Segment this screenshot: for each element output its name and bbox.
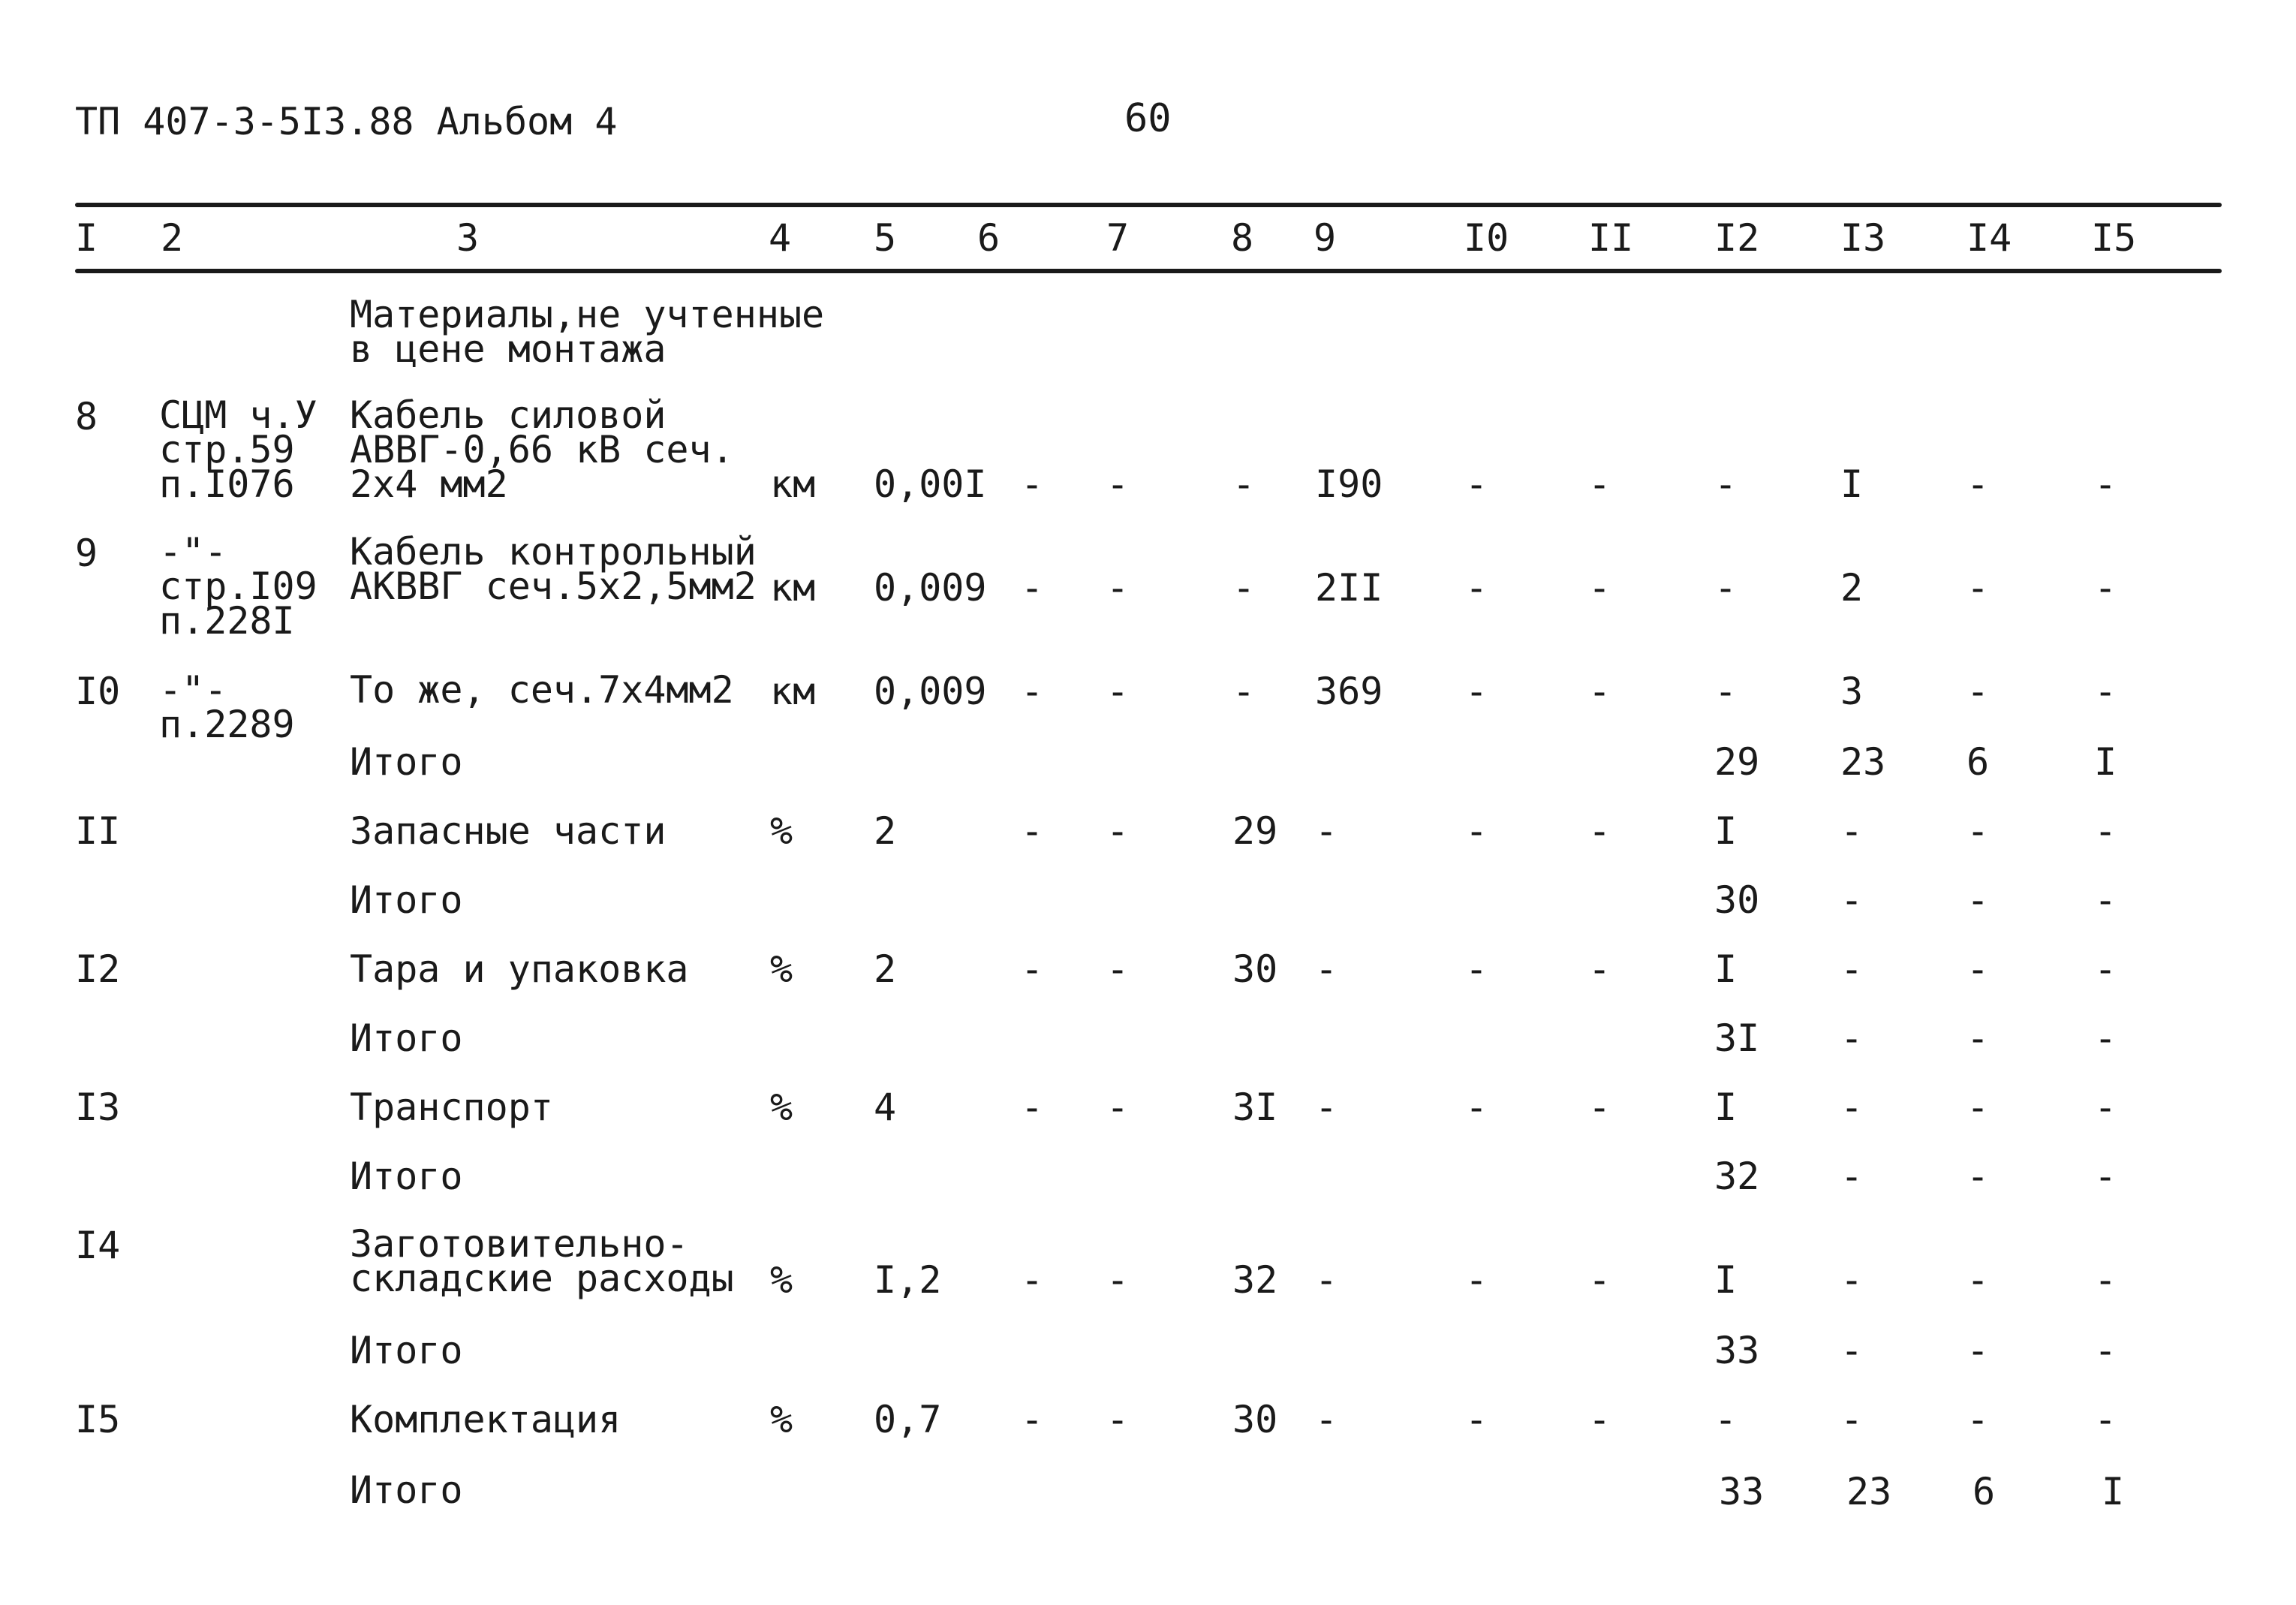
row-col14: - bbox=[1966, 462, 1990, 506]
row-number: I2 bbox=[75, 947, 121, 991]
row-col13: - bbox=[1840, 947, 1864, 991]
row-col6: - bbox=[1021, 566, 1044, 610]
row-col14: - bbox=[1966, 809, 1990, 853]
col-header-13: I3 bbox=[1840, 216, 1886, 260]
col-header-1: I bbox=[75, 216, 98, 260]
row-unit: % bbox=[770, 809, 793, 853]
col-header-4: 4 bbox=[769, 216, 792, 260]
row-col15: - bbox=[2094, 462, 2117, 506]
row-col14: - bbox=[1966, 1329, 1990, 1372]
row-col15: - bbox=[2094, 1016, 2117, 1060]
row-number: I0 bbox=[75, 670, 121, 713]
row-unit: % bbox=[770, 1258, 793, 1302]
row-name: То же, сеч.7х4мм2 bbox=[350, 668, 734, 712]
row-col6: - bbox=[1021, 1086, 1044, 1129]
row-col6: - bbox=[1021, 809, 1044, 853]
col-header-7: 7 bbox=[1106, 216, 1130, 260]
row-col8: 32 bbox=[1232, 1258, 1278, 1302]
row-col6: - bbox=[1021, 1258, 1044, 1302]
row-unit: км bbox=[770, 462, 816, 506]
row-col7: - bbox=[1106, 947, 1130, 991]
row-col12: - bbox=[1714, 566, 1738, 610]
row-name: Кабель контрольный АКВВГ сеч.5х2,5мм2 bbox=[350, 530, 757, 608]
row-col7: - bbox=[1106, 1398, 1130, 1441]
row-unit: % bbox=[770, 1398, 793, 1441]
col-header-2: 2 bbox=[161, 216, 184, 260]
col-header-3: 3 bbox=[456, 216, 480, 260]
row-col5: 4 bbox=[874, 1086, 897, 1129]
row-col15: - bbox=[2094, 1155, 2117, 1198]
col-header-10: I0 bbox=[1464, 216, 1509, 260]
row-name: Итого bbox=[350, 1016, 463, 1060]
row-reference: СЦМ ч.У стр.59 п.I076 bbox=[159, 393, 317, 506]
row-col6: - bbox=[1021, 670, 1044, 713]
row-number: I4 bbox=[75, 1224, 121, 1267]
row-name: Тара и упаковка bbox=[350, 947, 689, 991]
row-col10: - bbox=[1465, 462, 1488, 506]
row-col14: 6 bbox=[1973, 1470, 1996, 1513]
row-col12: - bbox=[1714, 1398, 1738, 1441]
row-col15: I bbox=[2094, 740, 2117, 784]
row-col6: - bbox=[1021, 1398, 1044, 1441]
row-col14: - bbox=[1966, 878, 1990, 922]
page-number: 60 bbox=[1124, 96, 1172, 141]
row-col15: - bbox=[2094, 566, 2117, 610]
row-col15: - bbox=[2094, 1086, 2117, 1129]
row-number: II bbox=[75, 809, 121, 853]
col-header-11: II bbox=[1588, 216, 1634, 260]
row-col10: - bbox=[1465, 1258, 1488, 1302]
row-name: Заготовительно- складские расходы bbox=[350, 1222, 734, 1300]
row-col7: - bbox=[1106, 462, 1130, 506]
row-col13: - bbox=[1840, 1016, 1864, 1060]
row-col15: - bbox=[2094, 1398, 2117, 1441]
row-col10: - bbox=[1465, 809, 1488, 853]
row-col13: - bbox=[1840, 1155, 1864, 1198]
row-col10: - bbox=[1465, 670, 1488, 713]
row-col8: - bbox=[1232, 670, 1256, 713]
row-col12: 30 bbox=[1714, 878, 1760, 922]
row-col15: - bbox=[2094, 878, 2117, 922]
row-col7: - bbox=[1106, 1258, 1130, 1302]
row-col12: 32 bbox=[1714, 1155, 1760, 1198]
row-name: Итого bbox=[350, 878, 463, 922]
row-col6: - bbox=[1021, 947, 1044, 991]
row-col13: - bbox=[1840, 878, 1864, 922]
row-col7: - bbox=[1106, 566, 1130, 610]
row-col13: 3 bbox=[1840, 670, 1864, 713]
row-col13: 2 bbox=[1840, 566, 1864, 610]
row-number: I5 bbox=[75, 1398, 121, 1441]
row-col12: I bbox=[1714, 809, 1738, 853]
row-col14: - bbox=[1966, 947, 1990, 991]
row-col14: - bbox=[1966, 1258, 1990, 1302]
row-col7: - bbox=[1106, 670, 1130, 713]
row-col13: - bbox=[1840, 1398, 1864, 1441]
row-col13: - bbox=[1840, 1086, 1864, 1129]
row-col5: I,2 bbox=[874, 1258, 942, 1302]
row-col12: I bbox=[1714, 1258, 1738, 1302]
row-col15: - bbox=[2094, 670, 2117, 713]
row-col7: - bbox=[1106, 1086, 1130, 1129]
row-col9: - bbox=[1315, 1258, 1338, 1302]
row-col13: 23 bbox=[1840, 740, 1886, 784]
row-col13: I bbox=[1840, 462, 1864, 506]
row-name: Кабель силовой АВВГ-0,66 кВ сеч. 2х4 мм2 bbox=[350, 393, 734, 506]
row-col5: 0,009 bbox=[874, 566, 987, 610]
row-col15: - bbox=[2094, 1329, 2117, 1372]
row-number: 8 bbox=[75, 395, 98, 438]
col-header-14: I4 bbox=[1966, 216, 2012, 260]
row-col8: 30 bbox=[1232, 947, 1278, 991]
col-header-9: 9 bbox=[1314, 216, 1337, 260]
row-col15: - bbox=[2094, 1258, 2117, 1302]
row-col10: - bbox=[1465, 947, 1488, 991]
row-reference: -"- п.2289 bbox=[159, 668, 295, 746]
row-unit: % bbox=[770, 947, 793, 991]
row-col13: 23 bbox=[1846, 1470, 1892, 1513]
row-col14: 6 bbox=[1966, 740, 1990, 784]
row-name: Комплектация bbox=[350, 1398, 621, 1441]
row-col11: - bbox=[1588, 1086, 1611, 1129]
row-col15: I bbox=[2102, 1470, 2125, 1513]
row-col14: - bbox=[1966, 670, 1990, 713]
row-col11: - bbox=[1588, 670, 1611, 713]
row-col8: - bbox=[1232, 566, 1256, 610]
row-col6: - bbox=[1021, 462, 1044, 506]
row-name: Итого bbox=[350, 1468, 463, 1512]
row-col10: - bbox=[1465, 566, 1488, 610]
row-col13: - bbox=[1840, 1329, 1864, 1372]
row-col11: - bbox=[1588, 462, 1611, 506]
row-col8: 29 bbox=[1232, 809, 1278, 853]
row-name: Транспорт bbox=[350, 1086, 553, 1129]
row-unit: км bbox=[770, 670, 816, 713]
document-title: ТП 407-3-5I3.88 Альбом 4 bbox=[75, 100, 618, 143]
row-col8: 30 bbox=[1232, 1398, 1278, 1441]
row-col11: - bbox=[1588, 947, 1611, 991]
row-col12: - bbox=[1714, 670, 1738, 713]
header-bottom-rule bbox=[75, 269, 2222, 273]
row-col12: 29 bbox=[1714, 740, 1760, 784]
row-col5: 2 bbox=[874, 947, 897, 991]
row-col5: 0,00I bbox=[874, 462, 987, 506]
row-col11: - bbox=[1588, 1258, 1611, 1302]
row-col12: 33 bbox=[1714, 1329, 1760, 1372]
row-col15: - bbox=[2094, 809, 2117, 853]
row-col14: - bbox=[1966, 1155, 1990, 1198]
section-heading: Материалы,не учтенные в цене монтажа bbox=[350, 293, 825, 371]
row-name: Итого bbox=[350, 1329, 463, 1372]
col-header-6: 6 bbox=[977, 216, 1001, 260]
row-col15: - bbox=[2094, 947, 2117, 991]
row-col9: - bbox=[1315, 947, 1338, 991]
row-col12: 3I bbox=[1714, 1016, 1760, 1060]
row-col14: - bbox=[1966, 1398, 1990, 1441]
row-col9: - bbox=[1315, 1398, 1338, 1441]
row-col14: - bbox=[1966, 566, 1990, 610]
col-header-12: I2 bbox=[1714, 216, 1760, 260]
row-col5: 0,7 bbox=[874, 1398, 942, 1441]
row-col7: - bbox=[1106, 809, 1130, 853]
row-number: 9 bbox=[75, 531, 98, 575]
row-name: Запасные части bbox=[350, 809, 667, 853]
col-header-15: I5 bbox=[2091, 216, 2137, 260]
row-col9: 369 bbox=[1315, 670, 1383, 713]
row-col11: - bbox=[1588, 1398, 1611, 1441]
row-col5: 0,009 bbox=[874, 670, 987, 713]
row-unit: % bbox=[770, 1086, 793, 1129]
row-col8: - bbox=[1232, 462, 1256, 506]
row-col8: 3I bbox=[1232, 1086, 1278, 1129]
row-col11: - bbox=[1588, 809, 1611, 853]
row-col13: - bbox=[1840, 809, 1864, 853]
row-col13: - bbox=[1840, 1258, 1864, 1302]
row-col12: 33 bbox=[1719, 1470, 1765, 1513]
row-reference: -"- стр.I09 п.228I bbox=[159, 530, 317, 643]
row-col12: I bbox=[1714, 1086, 1738, 1129]
row-col11: - bbox=[1588, 566, 1611, 610]
row-unit: км bbox=[770, 566, 816, 610]
row-col9: I90 bbox=[1315, 462, 1383, 506]
row-col10: - bbox=[1465, 1398, 1488, 1441]
row-col9: 2II bbox=[1315, 566, 1383, 610]
row-col5: 2 bbox=[874, 809, 897, 853]
row-number: I3 bbox=[75, 1086, 121, 1129]
row-col10: - bbox=[1465, 1086, 1488, 1129]
row-col12: I bbox=[1714, 947, 1738, 991]
row-col14: - bbox=[1966, 1086, 1990, 1129]
row-col9: - bbox=[1315, 809, 1338, 853]
row-col12: - bbox=[1714, 462, 1738, 506]
col-header-8: 8 bbox=[1231, 216, 1254, 260]
row-name: Итого bbox=[350, 740, 463, 784]
row-col9: - bbox=[1315, 1086, 1338, 1129]
row-name: Итого bbox=[350, 1155, 463, 1198]
header-top-rule bbox=[75, 203, 2222, 207]
col-header-5: 5 bbox=[874, 216, 897, 260]
row-col14: - bbox=[1966, 1016, 1990, 1060]
